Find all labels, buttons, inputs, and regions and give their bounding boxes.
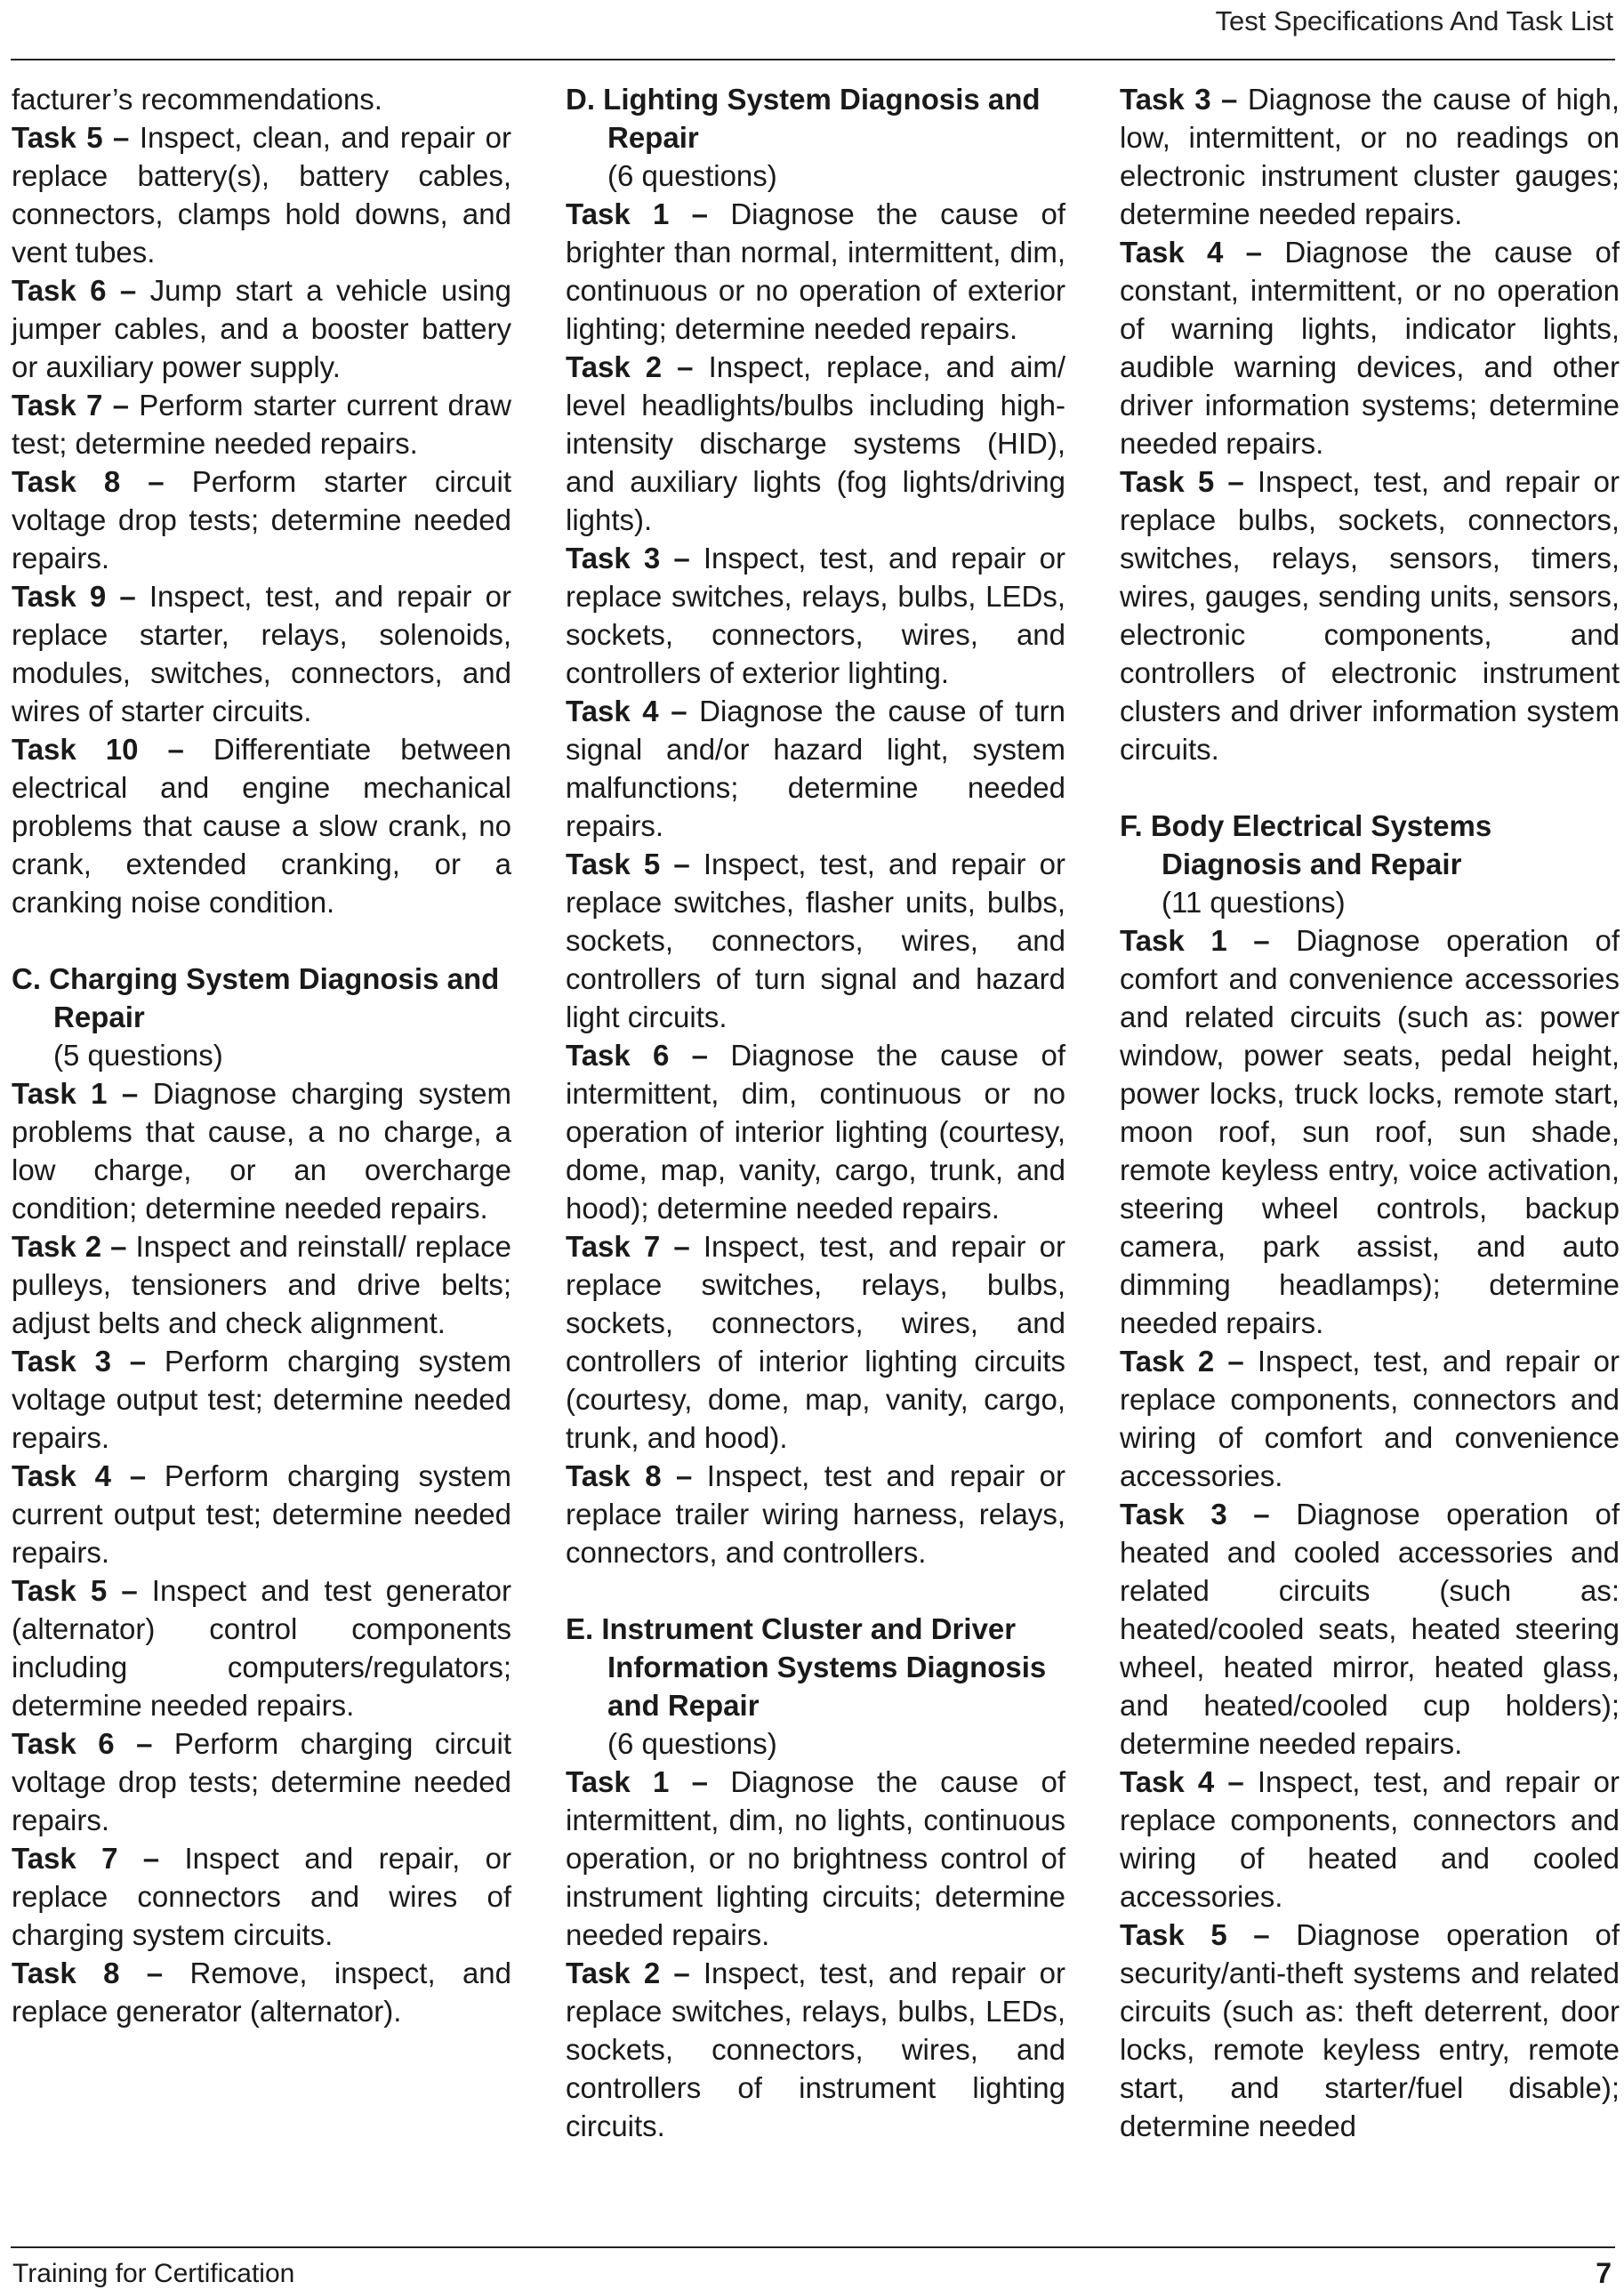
task-item: [12, 730, 511, 921]
task-label: Task 1 –: [566, 1765, 709, 1798]
task-text: Inspect, test, and repair or replace switches, relays, bulbs, LEDs, sockets, connectors, wires, and controllers of instrument lighting circuits.: [566, 1957, 1066, 2142]
task-item: [1120, 1916, 1620, 2145]
task-text: Inspect and test generator (alternator) control components including computers/regulators; determine needed repairs.: [12, 1574, 512, 1722]
task-label: Task 6 –: [12, 274, 137, 307]
task-item: [12, 1342, 511, 1457]
task-label: Task 3 –: [1120, 83, 1238, 116]
task-label: Task 5 –: [566, 848, 690, 880]
column-1: [12, 80, 511, 2030]
task-item: [1120, 1495, 1620, 1763]
task-text: Inspect, test, and repair or replace switches, relays, bulbs, LEDs, sockets, connectors, wires, and controllers of exterior lighting.: [566, 542, 1066, 689]
task-text: Perform charging system current output test; determine needed repairs.: [12, 1459, 511, 1569]
task-item: [566, 1227, 1065, 1457]
task-text: Inspect, test, and repair or replace components, connectors and wiring of heated and cooled accessories.: [1120, 1765, 1620, 1913]
task-item: [1120, 1763, 1620, 1916]
task-text: Diagnose the cause of brighter than normal, intermittent, dim, continuous or no operation of exterior lighting; determine needed repairs.: [566, 197, 1066, 345]
question-count: (11 questions): [1162, 886, 1346, 919]
task-item: [12, 118, 511, 271]
task-text: Perform starter circuit voltage drop tests; determine needed repairs.: [12, 465, 512, 575]
task-text: Inspect and repair, or replace connectors and wires of charging system circuits.: [12, 1842, 511, 1951]
task-label: Task 3 –: [12, 1345, 147, 1378]
task-text: Perform starter current draw test; determine needed repairs.: [12, 389, 511, 460]
task-text: Diagnose the cause of intermittent, dim, continuous or no operation of interior lighting (courtesy, dome, map, vanity, cargo, trunk, and hood); determine needed repairs.: [566, 1039, 1066, 1225]
task-label: Task 6 –: [12, 1727, 153, 1760]
footer-title: Training for Certification: [12, 2259, 295, 2288]
task-label: Task 7 –: [12, 1842, 160, 1875]
task-label: Task 2 –: [566, 1957, 690, 1989]
question-count: (6 questions): [607, 159, 777, 192]
column-2: [566, 80, 1065, 2145]
task-item: [566, 1954, 1065, 2145]
task-text: Differentiate between electrical and engine mechanical problems that cause a slow crank, no crank, extended cranking, or a cranking noise condition.: [12, 733, 511, 919]
task-text: Inspect, clean, and repair or replace battery(s), battery cables, connectors, clamps hold downs, and vent tubes.: [12, 121, 512, 269]
task-text: Diagnose the cause of turn signal and/or hazard light, system malfunctions; determine needed repairs.: [566, 695, 1066, 842]
task-label: Task 4 –: [12, 1459, 147, 1492]
task-text: Inspect, test, and repair or replace switches, flasher units, bulbs, sockets, connectors, wires, and controllers of turn signal and hazard light circuits.: [566, 848, 1066, 1033]
section-title: D. Lighting System Diagnosis and Repair: [566, 83, 1041, 154]
task-label: Task 4 –: [1120, 236, 1263, 269]
task-label: Task 5 –: [12, 121, 130, 154]
task-item: [12, 577, 511, 730]
task-label: Task 9 –: [12, 580, 136, 613]
task-label: Task 5 –: [1120, 465, 1244, 498]
task-text: Perform charging system voltage output test; determine needed repairs.: [12, 1345, 511, 1454]
task-text: Jump start a vehicle using jumper cables, and a booster battery or auxiliary power supply.: [12, 274, 512, 383]
page-number: 7: [1596, 2257, 1612, 2289]
task-label: Task 4 –: [566, 695, 687, 727]
section: [566, 80, 1065, 1571]
task-text: Diagnose the cause of intermittent, dim, no lights, continuous operation, or no brightness control of instrument lighting circuits; determine needed repairs.: [566, 1765, 1066, 1951]
task-label: Task 8 –: [566, 1459, 693, 1492]
task-item: [12, 1954, 511, 2030]
task-label: Task 1 –: [12, 1077, 139, 1110]
task-text: Diagnose operation of comfort and convenience accessories and related circuits (such as: power window, power seats, pedal height, power locks, truck locks, remote start, moon roof, sun roof, sun shade, remote keyless entry, voice activation, steering wheel controls, backup camera, park assist, and auto dimming headlamps); determine needed repairs.: [1120, 924, 1620, 1339]
task-label: Task 6 –: [566, 1039, 709, 1072]
continued-text: facturer’s recommendations.: [12, 83, 382, 116]
task-label: Task 4 –: [1120, 1765, 1244, 1798]
task-label: Task 3 –: [1120, 1498, 1270, 1531]
section-title: F. Body Electrical Systems Diagnosis and Repair: [1120, 809, 1492, 880]
task-label: Task 8 –: [12, 1957, 164, 1989]
task-item: [566, 195, 1065, 348]
task-label: Task 1 –: [566, 197, 709, 230]
task-text: Inspect, test and repair or replace trailer wiring harness, relays, connectors, and controllers.: [566, 1459, 1066, 1569]
task-item: [566, 1036, 1065, 1227]
task-text: Inspect, test, and repair or replace components, connectors and wiring of comfort and convenience accessories.: [1120, 1345, 1620, 1492]
task-item: [1120, 462, 1620, 768]
task-item: [1120, 1342, 1620, 1495]
question-count: (6 questions): [607, 1727, 777, 1760]
section: [12, 960, 511, 2030]
task-label: Task 5 –: [1120, 1918, 1270, 1951]
task-item: [12, 462, 511, 577]
task-text: Diagnose operation of security/anti-theft systems and related circuits (such as: theft deterrent, door locks, remote keyless entry, remote start, and starter/fuel disable); determine needed: [1120, 1918, 1620, 2142]
section: [566, 1610, 1065, 2145]
task-text: Inspect, test, and repair or replace bulbs, sockets, connectors, switches, relays, sensors, timers, wires, gauges, sending units, sensors, electronic components, and controllers of electronic instrument clusters and driver information system circuits.: [1120, 465, 1620, 766]
running-head: Test Specifications And Task List: [1215, 5, 1613, 36]
task-label: Task 10 –: [12, 733, 184, 766]
task-item: [12, 1571, 511, 1724]
task-text: Diagnose charging system problems that cause, a no charge, a low charge, or an overcharge condition; determine needed repairs.: [12, 1077, 512, 1225]
task-item: [566, 1763, 1065, 1954]
task-label: Task 8 –: [12, 465, 165, 498]
task-label: Task 2 –: [566, 350, 694, 383]
task-text: Remove, inspect, and replace generator (alternator).: [12, 1957, 512, 2028]
section-title: E. Instrument Cluster and Driver Information Systems Diagnosis and Repair: [566, 1612, 1047, 1722]
task-text: Diagnose the cause of constant, intermittent, or no operation of warning lights, indicator lights, audible warning devices, and other driver information systems; determine needed repairs.: [1120, 236, 1620, 460]
task-label: Task 7 –: [12, 389, 129, 422]
task-text: Diagnose operation of heated and cooled accessories and related circuits (such as: heated/cooled seats, heated steering wheel, heated mirror, heated glass, and heated/cooled cup holders); determine needed repairs.: [1120, 1498, 1620, 1760]
task-label: Task 2 –: [12, 1230, 127, 1263]
task-item: [566, 348, 1065, 539]
column-3: [1120, 80, 1620, 2145]
task-item: [566, 539, 1065, 692]
task-item: [566, 1457, 1065, 1571]
task-text: Perform charging circuit voltage drop tests; determine needed repairs.: [12, 1727, 511, 1836]
task-text: Inspect, test, and repair or replace switches, relays, bulbs, sockets, connectors, wires, and controllers of interior lighting circuits (courtesy, dome, map, vanity, cargo, trunk, and hood).: [566, 1230, 1066, 1454]
footer-rule: [11, 2246, 1615, 2248]
task-item: [12, 1074, 511, 1227]
task-item: [566, 845, 1065, 1036]
task-item: [12, 1839, 511, 1954]
task-item: [1120, 233, 1620, 462]
header-rule: [11, 59, 1615, 60]
question-count: (5 questions): [53, 1039, 223, 1072]
task-label: Task 1 –: [1120, 924, 1270, 957]
task-text: Diagnose the cause of high, low, intermittent, or no readings on electronic instrument cluster gauges; determine needed repairs.: [1120, 83, 1620, 230]
task-item: [12, 271, 511, 386]
task-text: Inspect, replace, and aim/ level headlights/bulbs including high-intensity discharge systems (HID), and auxiliary lights (fog lights/driving lights).: [566, 350, 1066, 536]
section-title: C. Charging System Diagnosis and Repair: [12, 962, 500, 1033]
task-label: Task 2 –: [1120, 1345, 1244, 1378]
section: [1120, 807, 1620, 2145]
task-label: Task 7 –: [566, 1230, 690, 1263]
task-text: Inspect and reinstall/ replace pulleys, tensioners and drive belts; adjust belts and check alignment.: [12, 1230, 512, 1339]
task-item: [12, 1724, 511, 1839]
task-item: [1120, 80, 1620, 233]
task-text: Inspect, test, and repair or replace starter, relays, solenoids, modules, switches, connectors, and wires of starter circuits.: [12, 580, 512, 727]
task-item: [1120, 921, 1620, 1342]
task-item: [12, 386, 511, 462]
task-label: Task 5 –: [12, 1574, 138, 1607]
task-label: Task 3 –: [566, 542, 690, 575]
task-item: [12, 1227, 511, 1342]
task-item: [12, 1457, 511, 1571]
task-item: [566, 692, 1065, 845]
